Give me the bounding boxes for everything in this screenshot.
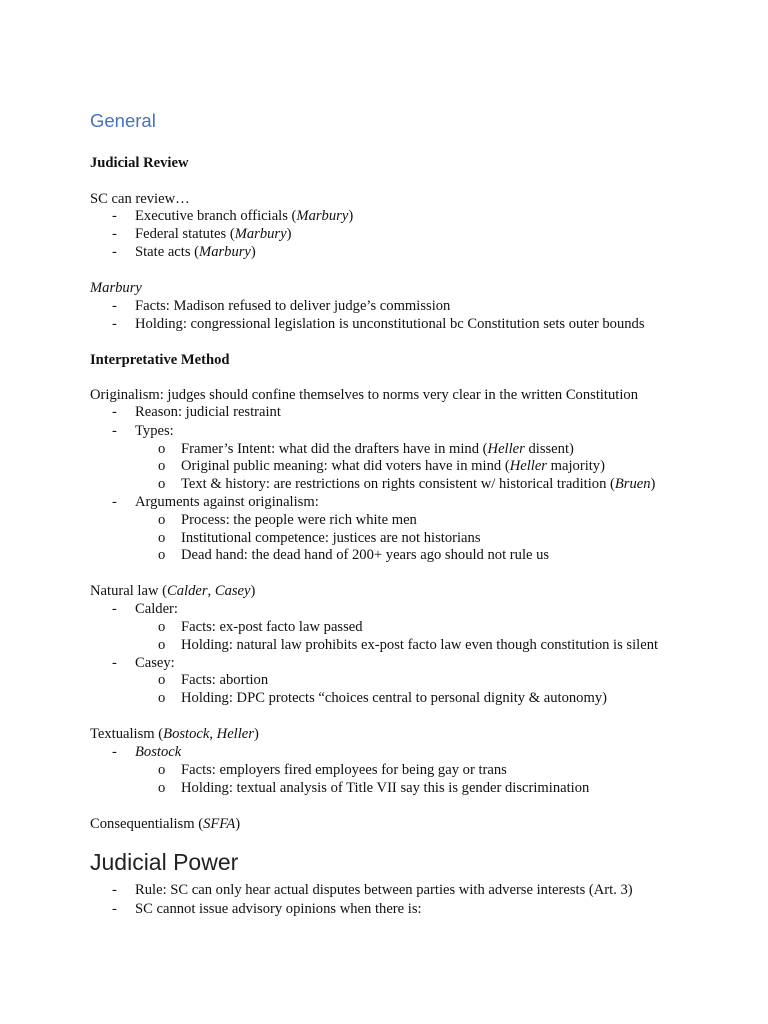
type-item-text: Original public meaning: what did voters have in mind (Heller majority) — [181, 458, 605, 474]
originalism-types: Types: — [135, 423, 174, 439]
marbury-item — [0, 297, 768, 315]
args-item-text: Institutional competence: justices are not historians — [181, 530, 481, 546]
heading-interpretative-method: Interpretative Method — [90, 352, 230, 368]
marbury-item-text: Holding: congressional legislation is unconstitutional bc Constitution sets outer bounds — [135, 316, 645, 332]
casey-label: Casey: — [135, 655, 175, 671]
calder-item — [0, 618, 768, 636]
judicial-power-item-text: Rule: SC can only hear actual disputes between parties with adverse interests (Art. 3) — [135, 882, 633, 898]
type-item — [0, 475, 768, 493]
dash-bullet: - — [112, 226, 117, 242]
heading-general: General — [90, 110, 156, 131]
casey-item — [0, 671, 768, 689]
bostock-item-text: Facts: employers fired employees for being gay or trans — [181, 762, 507, 778]
natural-law-item — [0, 600, 768, 618]
bostock-item — [0, 761, 768, 779]
marbury-item-text: Facts: Madison refused to deliver judge’s commission — [135, 298, 451, 314]
judicial-power-item-text: SC cannot issue advisory opinions when there is: — [135, 901, 422, 917]
args-item — [0, 546, 768, 564]
review-item-text: Federal statutes (Marbury) — [135, 226, 292, 242]
review-intro: SC can review… — [90, 191, 190, 207]
originalism-reason: Reason: judicial restraint — [135, 404, 281, 420]
originalism-item — [0, 403, 768, 421]
dash-bullet: - — [112, 882, 117, 898]
textualism-item — [0, 743, 768, 761]
circle-bullet: o — [158, 637, 166, 653]
dash-bullet: - — [112, 901, 117, 917]
dash-bullet: - — [112, 208, 117, 224]
casey-item — [0, 689, 768, 707]
args-against: Arguments against originalism: — [135, 494, 319, 510]
calder-item-text: Holding: natural law prohibits ex-post facto law even though constitution is silent — [181, 637, 659, 653]
args-item — [0, 511, 768, 529]
type-item-text: Framer’s Intent: what did the drafters have in mind (Heller dissent) — [181, 441, 574, 457]
casey-item-text: Facts: abortion — [181, 672, 269, 688]
circle-bullet: o — [158, 780, 166, 796]
type-item — [0, 440, 768, 458]
review-item-text: State acts (Marbury) — [135, 244, 256, 260]
circle-bullet: o — [158, 512, 166, 528]
natural-law-item — [0, 654, 768, 672]
circle-bullet: o — [158, 762, 166, 778]
dash-bullet: - — [112, 655, 117, 671]
textualism-intro: Textualism (Bostock, Heller) — [90, 726, 259, 742]
judicial-power-item — [0, 900, 768, 918]
review-item — [0, 207, 768, 225]
circle-bullet: o — [158, 690, 166, 706]
calder-item — [0, 636, 768, 654]
dash-bullet: - — [112, 298, 117, 314]
marbury-item — [0, 315, 768, 333]
type-item — [0, 457, 768, 475]
heading-judicial-review: Judicial Review — [90, 155, 189, 171]
dash-bullet: - — [112, 404, 117, 420]
review-item-text: Executive branch officials (Marbury) — [135, 208, 354, 224]
heading-judicial-power: Judicial Power — [90, 849, 239, 875]
circle-bullet: o — [158, 476, 166, 492]
circle-bullet: o — [158, 458, 166, 474]
casey-item-text: Holding: DPC protects “choices central to personal dignity & autonomy) — [181, 690, 607, 706]
marbury-label: Marbury — [90, 280, 142, 296]
bostock-item — [0, 779, 768, 797]
circle-bullet: o — [158, 672, 166, 688]
calder-label: Calder: — [135, 601, 178, 617]
circle-bullet: o — [158, 547, 166, 563]
review-item — [0, 243, 768, 261]
bostock-label: Bostock — [135, 744, 182, 760]
judicial-power-item — [0, 881, 768, 899]
type-item-text: Text & history: are restrictions on rights consistent w/ historical tradition (Bruen) — [181, 476, 656, 492]
dash-bullet: - — [112, 601, 117, 617]
circle-bullet: o — [158, 441, 166, 457]
originalism-item — [0, 493, 768, 511]
review-item — [0, 225, 768, 243]
natural-law-intro: Natural law (Calder, Casey) — [90, 583, 256, 599]
args-item — [0, 529, 768, 547]
args-item-text: Process: the people were rich white men — [181, 512, 417, 528]
consequentialism-intro: Consequentialism (SFFA) — [90, 816, 241, 832]
dash-bullet: - — [112, 316, 117, 332]
originalism-intro: Originalism: judges should confine themselves to norms very clear in the written Constitution — [90, 387, 638, 403]
originalism-item — [0, 422, 768, 440]
bostock-item-text: Holding: textual analysis of Title VII say this is gender discrimination — [181, 780, 590, 796]
dash-bullet: - — [112, 423, 117, 439]
circle-bullet: o — [158, 530, 166, 546]
dash-bullet: - — [112, 244, 117, 260]
dash-bullet: - — [112, 494, 117, 510]
circle-bullet: o — [158, 619, 166, 635]
dash-bullet: - — [112, 744, 117, 760]
calder-item-text: Facts: ex-post facto law passed — [181, 619, 363, 635]
args-item-text: Dead hand: the dead hand of 200+ years ago should not rule us — [181, 547, 550, 563]
